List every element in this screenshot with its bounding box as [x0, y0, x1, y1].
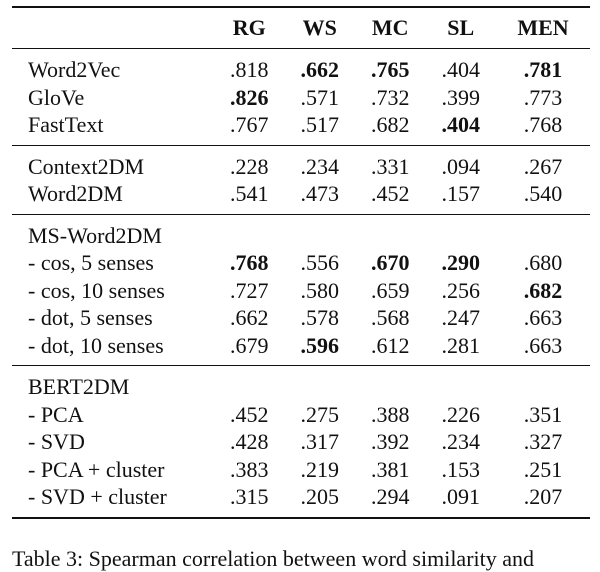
row-label: - dot, 10 senses	[28, 332, 164, 358]
cell-mc: .682	[371, 112, 410, 137]
column-header-mc: MC	[371, 15, 409, 41]
row-label: Word2DM	[28, 181, 123, 206]
cell-sl: .091	[426, 483, 497, 518]
group-heading-row	[12, 214, 590, 249]
cell-sl: .247	[441, 305, 480, 330]
cell-sl: .094	[426, 145, 497, 180]
cell-ws-best: .596	[300, 332, 339, 358]
row-label: - SVD + cluster	[12, 483, 214, 518]
cell-sl: .399	[441, 84, 480, 110]
table-row	[12, 428, 590, 456]
cell-sl: .153	[441, 456, 480, 482]
cell-men: .351	[523, 401, 563, 427]
cell-sl-best: .404	[441, 112, 480, 137]
cell-rg: .315	[214, 483, 285, 518]
cell-ws: .219	[300, 456, 339, 482]
cell-men: .768	[523, 112, 563, 137]
table-caption: Table 3: Spearman correlation between word similarity and	[12, 546, 535, 571]
cell-men-best: .682	[523, 277, 563, 303]
cell-ws: .571	[300, 84, 339, 110]
cell-ws: .234	[285, 145, 356, 180]
cell-mc: .568	[371, 305, 410, 330]
column-header-sl: SL	[447, 15, 475, 41]
cell-mc: .612	[371, 332, 410, 358]
cell-mc: .452	[371, 181, 410, 206]
table-row	[12, 111, 590, 145]
cell-ws: .275	[300, 401, 339, 427]
cell-rg: .452	[230, 401, 269, 427]
cell-sl: .281	[441, 332, 480, 358]
cell-sl: .157	[441, 181, 480, 206]
cell-men: .663	[523, 332, 563, 358]
group-heading: BERT2DM	[12, 366, 590, 401]
cell-rg: .727	[230, 277, 269, 303]
results-table	[12, 6, 590, 519]
table-row	[12, 401, 590, 429]
cell-men: .267	[496, 145, 590, 180]
row-label: GloVe	[28, 84, 85, 110]
cell-mc-best: .670	[371, 250, 410, 275]
row-label: - dot, 5 senses	[28, 305, 153, 330]
cell-mc: .659	[371, 277, 410, 303]
table-row	[12, 277, 590, 305]
cell-rg: .662	[230, 305, 269, 330]
header-row	[12, 7, 590, 49]
cell-men: .773	[523, 84, 563, 110]
table-row	[12, 49, 590, 84]
cell-ws: .205	[285, 483, 356, 518]
table-row	[12, 456, 590, 484]
header-corner	[12, 7, 214, 49]
cell-ws: .578	[300, 305, 339, 330]
cell-men-best: .781	[496, 49, 590, 84]
table-row	[12, 483, 590, 518]
cell-men: .207	[496, 483, 590, 518]
group-heading: MS-Word2DM	[12, 214, 590, 249]
row-label: Context2DM	[12, 145, 214, 180]
cell-men: .540	[523, 181, 563, 206]
cell-ws: .473	[300, 181, 339, 206]
cell-sl-best: .290	[441, 250, 480, 275]
table-row	[12, 145, 590, 180]
row-label: Word2Vec	[12, 49, 214, 84]
cell-mc: .381	[371, 456, 410, 482]
row-label: - cos, 5 senses	[28, 250, 154, 275]
cell-rg: .818	[214, 49, 285, 84]
row-label: - SVD	[28, 429, 85, 454]
column-header-men: MEN	[517, 15, 569, 41]
cell-mc: .294	[355, 483, 426, 518]
cell-ws: .317	[300, 429, 339, 454]
table-row	[12, 304, 590, 332]
cell-rg: .228	[214, 145, 285, 180]
group-heading-row	[12, 366, 590, 401]
cell-mc: .392	[371, 429, 410, 454]
cell-ws-best: .662	[285, 49, 356, 84]
row-label: - cos, 10 senses	[28, 277, 165, 303]
cell-ws: .580	[300, 277, 339, 303]
cell-men: .680	[523, 250, 563, 275]
cell-rg: .383	[230, 456, 269, 482]
cell-mc-best: .765	[355, 49, 426, 84]
cell-rg-best: .768	[230, 250, 269, 275]
cell-rg-best: .826	[230, 84, 269, 110]
cell-mc: .388	[371, 401, 410, 427]
cell-rg: .767	[230, 112, 269, 137]
table-row	[12, 332, 590, 366]
cell-rg: .541	[230, 181, 269, 206]
cell-men: .327	[523, 429, 563, 454]
cell-men: .251	[523, 456, 563, 482]
column-header-ws: WS	[302, 15, 337, 41]
row-label: FastText	[28, 112, 104, 137]
cell-sl: .234	[441, 429, 480, 454]
row-label: - PCA	[28, 401, 84, 427]
cell-men: .663	[523, 305, 563, 330]
column-header-rg: RG	[232, 15, 266, 41]
cell-rg: .428	[230, 429, 269, 454]
cell-sl: .404	[426, 49, 497, 84]
cell-ws: .517	[300, 112, 339, 137]
cell-sl: .226	[441, 401, 480, 427]
cell-sl: .256	[441, 277, 480, 303]
cell-ws: .556	[300, 250, 339, 275]
cell-mc: .732	[371, 84, 410, 110]
cell-mc: .331	[355, 145, 426, 180]
table-row	[12, 180, 590, 214]
table-row	[12, 84, 590, 112]
cell-rg: .679	[230, 332, 269, 358]
table-row	[12, 249, 590, 277]
row-label: - PCA + cluster	[28, 456, 165, 482]
